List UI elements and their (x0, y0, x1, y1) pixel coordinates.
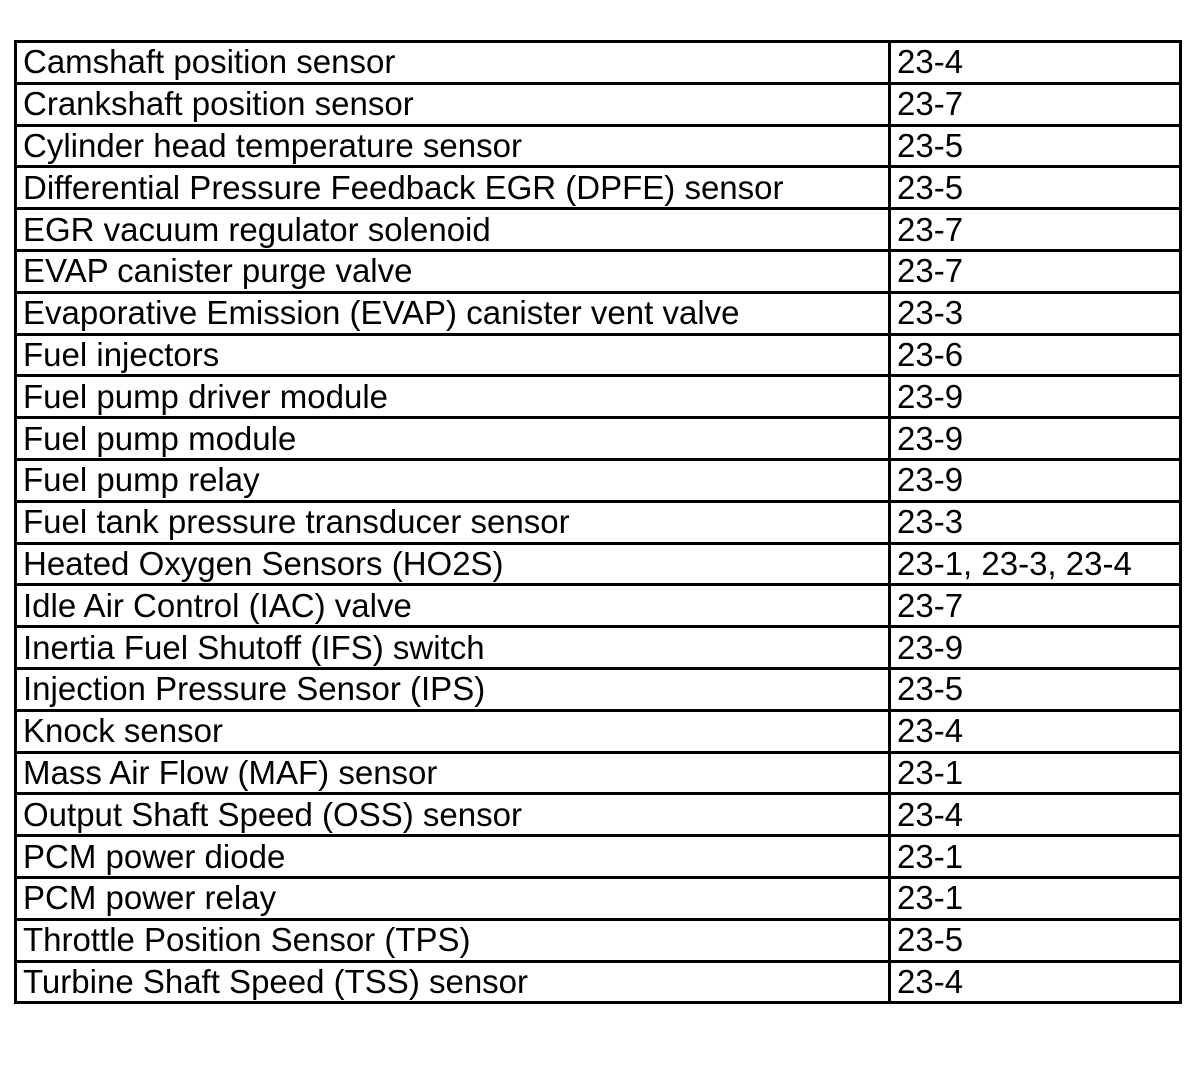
table-row (16, 877, 1181, 919)
page-reference-cell: 23-6 (890, 334, 1181, 376)
table-row (16, 627, 1181, 669)
component-name-cell: EVAP canister purge valve (16, 250, 890, 292)
page-reference-cell: 23-3 (890, 292, 1181, 334)
page-reference-cell: 23-9 (890, 627, 1181, 669)
component-name-cell: Fuel pump driver module (16, 376, 890, 418)
page-reference-cell: 23-7 (890, 250, 1181, 292)
page-reference-cell: 23-4 (890, 961, 1181, 1003)
page-reference-cell: 23-5 (890, 919, 1181, 961)
table-row (16, 292, 1181, 334)
component-name-cell: PCM power diode (16, 836, 890, 878)
table-row (16, 125, 1181, 167)
page-reference-cell: 23-7 (890, 585, 1181, 627)
table-row (16, 418, 1181, 460)
table-row (16, 794, 1181, 836)
component-name-cell: Output Shaft Speed (OSS) sensor (16, 794, 890, 836)
table-row (16, 501, 1181, 543)
table-row (16, 668, 1181, 710)
table-row (16, 543, 1181, 585)
component-name-cell: Differential Pressure Feedback EGR (DPFE) sensor (16, 167, 890, 209)
page-reference-cell: 23-9 (890, 459, 1181, 501)
page-reference-cell: 23-1, 23-3, 23-4 (890, 543, 1181, 585)
component-name-cell: Evaporative Emission (EVAP) canister vent valve (16, 292, 890, 334)
table-row (16, 83, 1181, 125)
page-reference-cell: 23-9 (890, 418, 1181, 460)
component-name-cell: Cylinder head temperature sensor (16, 125, 890, 167)
table-row (16, 250, 1181, 292)
component-name-cell: Heated Oxygen Sensors (HO2S) (16, 543, 890, 585)
table-row (16, 209, 1181, 251)
component-name-cell: Throttle Position Sensor (TPS) (16, 919, 890, 961)
page-reference-cell: 23-7 (890, 83, 1181, 125)
component-name-cell: Injection Pressure Sensor (IPS) (16, 668, 890, 710)
page-reference-cell: 23-3 (890, 501, 1181, 543)
page-reference-cell: 23-4 (890, 42, 1181, 84)
component-name-cell: Fuel pump relay (16, 459, 890, 501)
page-reference-cell: 23-5 (890, 125, 1181, 167)
component-name-cell: Fuel tank pressure transducer sensor (16, 501, 890, 543)
component-name-cell: Turbine Shaft Speed (TSS) sensor (16, 961, 890, 1003)
table-row (16, 376, 1181, 418)
component-location-table (14, 40, 1182, 1004)
table-row (16, 752, 1181, 794)
table-row (16, 585, 1181, 627)
component-name-cell: Fuel injectors (16, 334, 890, 376)
table-row (16, 961, 1181, 1003)
page-reference-cell: 23-1 (890, 877, 1181, 919)
table-row (16, 919, 1181, 961)
page-reference-cell: 23-5 (890, 668, 1181, 710)
page-reference-cell: 23-9 (890, 376, 1181, 418)
component-name-cell: Idle Air Control (IAC) valve (16, 585, 890, 627)
component-name-cell: Fuel pump module (16, 418, 890, 460)
table-row (16, 42, 1181, 84)
page-reference-cell: 23-1 (890, 752, 1181, 794)
component-name-cell: EGR vacuum regulator solenoid (16, 209, 890, 251)
page-reference-cell: 23-5 (890, 167, 1181, 209)
page-reference-cell: 23-4 (890, 710, 1181, 752)
page-reference-cell: 23-1 (890, 836, 1181, 878)
component-name-cell: Camshaft position sensor (16, 42, 890, 84)
table-row (16, 836, 1181, 878)
table-body (16, 42, 1181, 1003)
page-reference-cell: 23-7 (890, 209, 1181, 251)
table-row (16, 334, 1181, 376)
table-row (16, 459, 1181, 501)
page-reference-cell: 23-4 (890, 794, 1181, 836)
component-name-cell: PCM power relay (16, 877, 890, 919)
component-name-cell: Crankshaft position sensor (16, 83, 890, 125)
table-row (16, 167, 1181, 209)
component-name-cell: Inertia Fuel Shutoff (IFS) switch (16, 627, 890, 669)
component-name-cell: Knock sensor (16, 710, 890, 752)
table-row (16, 710, 1181, 752)
component-name-cell: Mass Air Flow (MAF) sensor (16, 752, 890, 794)
